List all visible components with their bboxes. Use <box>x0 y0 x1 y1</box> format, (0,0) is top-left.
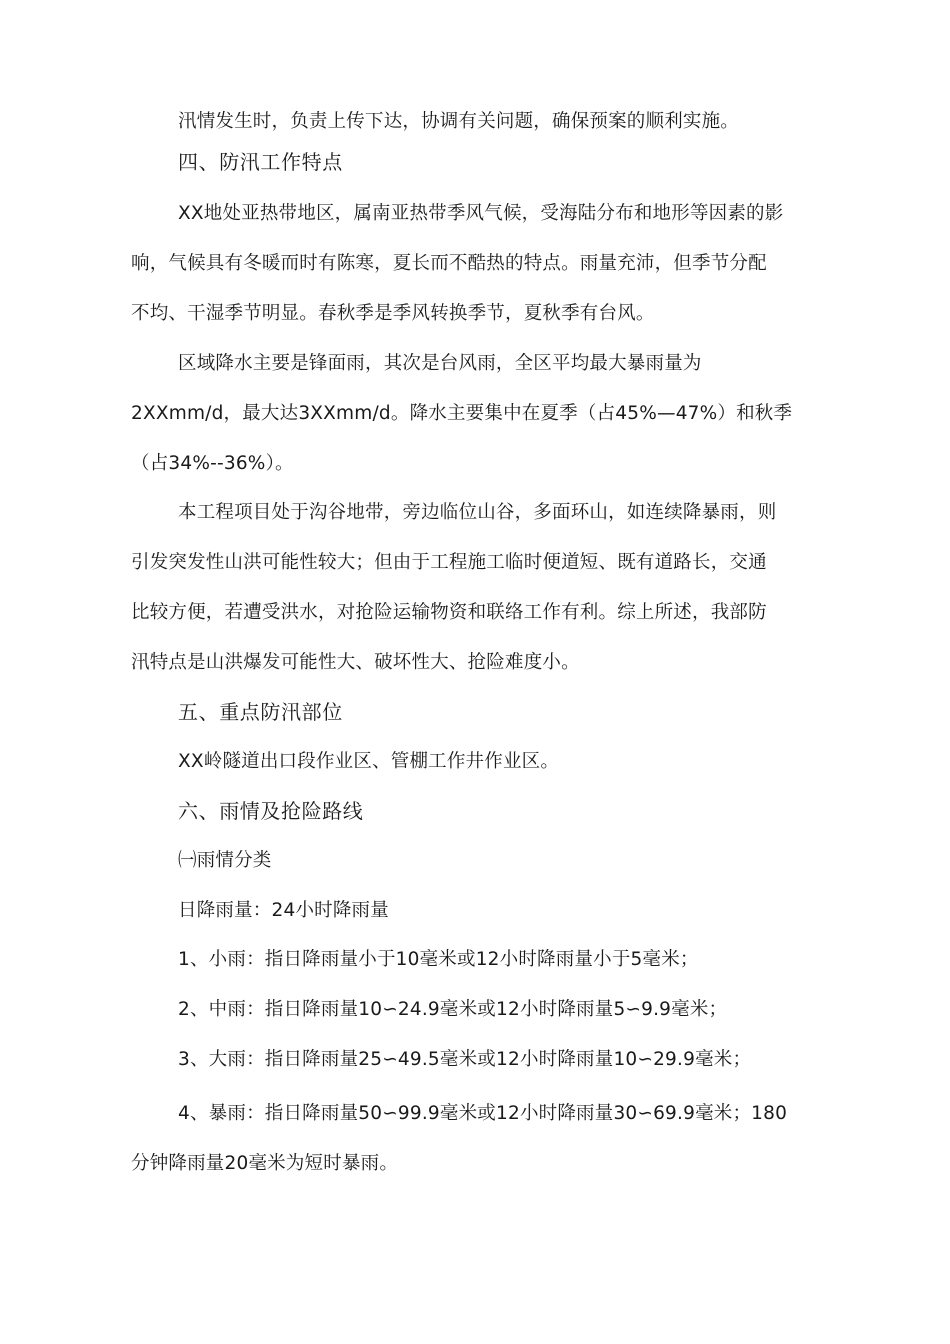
list-item: 1、小雨：指日降雨量小于10毫米或12小时降雨量小于5毫米； <box>178 949 699 970</box>
paragraph-line: 汛情发生时，负责上传下达，协调有关问题，确保预案的顺利实施。 <box>178 111 740 132</box>
paragraph-line: 分钟降雨量20毫米为短时暴雨。 <box>131 1153 399 1174</box>
paragraph-line: 响，气候具有冬暖而时有陈寒，夏长而不酷热的特点。雨量充沛，但季节分配 <box>131 253 767 274</box>
section-heading: 四、防汛工作特点 <box>178 150 343 174</box>
paragraph-line: XX地处亚热带地区，属南亚热带季风气候，受海陆分布和地形等因素的影 <box>178 203 784 224</box>
paragraph-line: 不均、干湿季节明显。春秋季是季风转换季节，夏秋季有台风。 <box>131 303 655 324</box>
paragraph-line: 引发突发性山洪可能性较大；但由于工程施工临时便道短、既有道路长，交通 <box>131 552 767 573</box>
section-heading: 五、重点防汛部位 <box>178 700 343 724</box>
list-item: 4、暴雨：指日降雨量50∽99.9毫米或12小时降雨量30∽69.9毫米；180 <box>178 1103 788 1124</box>
paragraph-line: XX岭隧道出口段作业区、管棚工作井作业区。 <box>178 751 560 772</box>
paragraph-line: 日降雨量：24小时降雨量 <box>178 900 389 921</box>
paragraph-line: 汛特点是山洪爆发可能性大、破坏性大、抢险难度小。 <box>131 652 580 673</box>
paragraph-line: 2XXmm/d，最大达3XXmm/d。降水主要集中在夏季（占45%—47%）和秋季 <box>131 403 793 424</box>
paragraph-line: 本工程项目处于沟谷地带，旁边临位山谷，多面环山，如连续降暴雨，则 <box>178 502 777 523</box>
paragraph-line: 区域降水主要是锋面雨，其次是台风雨，全区平均最大暴雨量为 <box>178 353 702 374</box>
paragraph-line: （占34%--36%）。 <box>131 453 294 474</box>
paragraph-line: 比较方便，若遭受洪水，对抢险运输物资和联络工作有利。综上所述，我部防 <box>131 602 767 623</box>
subsection-heading: ㈠雨情分类 <box>178 850 272 871</box>
list-item: 2、中雨：指日降雨量10∽24.9毫米或12小时降雨量5∽9.9毫米； <box>178 999 728 1020</box>
list-item: 3、大雨：指日降雨量25∽49.5毫米或12小时降雨量10∽29.9毫米； <box>178 1049 752 1070</box>
section-heading: 六、雨情及抢险路线 <box>178 799 364 823</box>
